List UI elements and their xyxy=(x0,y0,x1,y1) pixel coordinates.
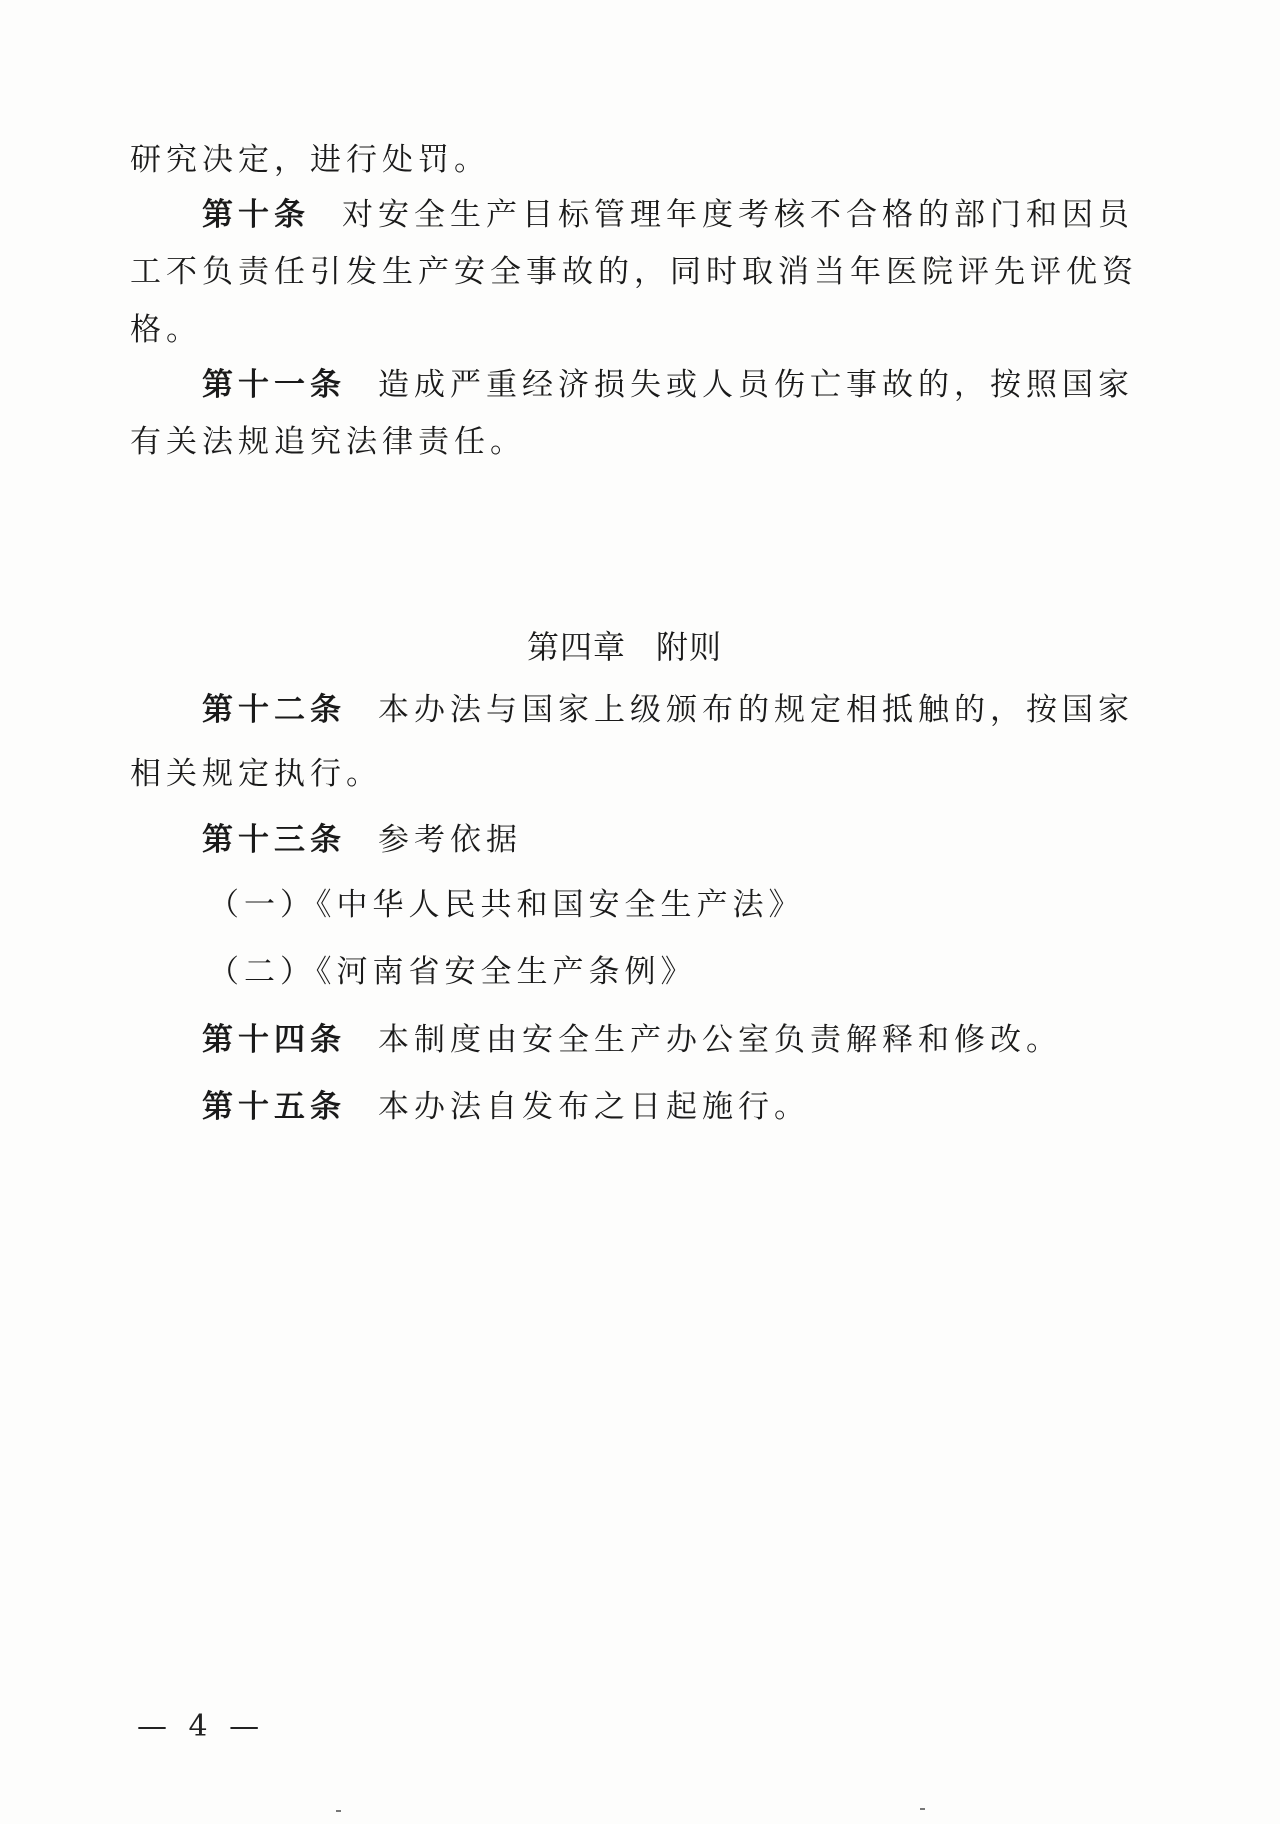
text-line xyxy=(130,310,202,350)
reference-text: （二）《河南省安全生产条例》 xyxy=(208,954,697,990)
text-line xyxy=(130,422,526,462)
line-text: 有关法规追究法律责任。 xyxy=(130,424,526,460)
line-text: 相关规定执行。 xyxy=(130,756,382,792)
chapter-title: 第四章 xyxy=(527,628,627,666)
article-line xyxy=(202,365,1134,405)
article-text: 本办法与国家上级颁布的规定相抵触的，按国家 xyxy=(378,692,1134,728)
text-line xyxy=(130,140,490,180)
article-line xyxy=(202,1020,1062,1060)
text-line xyxy=(130,754,382,794)
article-line xyxy=(202,820,522,860)
reference-item xyxy=(208,952,697,992)
article-line xyxy=(202,690,1134,730)
line-text: 研究决定，进行处罚。 xyxy=(130,142,490,178)
article-text: 本办法自发布之日起施行。 xyxy=(378,1089,810,1125)
article-number: 第十条 xyxy=(202,197,310,233)
scan-speck xyxy=(920,1808,925,1810)
page-number: — 4 — xyxy=(137,1709,266,1744)
line-text: 工不负责任引发生产安全事故的，同时取消当年医院评先评优资 xyxy=(130,254,1138,290)
scan-speck xyxy=(336,1810,341,1812)
text-line xyxy=(130,252,1138,292)
article-text: 参考依据 xyxy=(378,822,522,858)
chapter-heading xyxy=(527,626,1280,668)
article-number: 第十三条 xyxy=(202,822,346,858)
article-number: 第十二条 xyxy=(202,692,346,728)
chapter-subtitle: 附则 xyxy=(656,628,723,666)
line-text: 格。 xyxy=(130,312,202,348)
article-text: 造成严重经济损失或人员伤亡事故的，按照国家 xyxy=(378,367,1134,403)
article-text: 对安全生产目标管理年度考核不合格的部门和因员 xyxy=(342,197,1134,233)
article-number: 第十四条 xyxy=(202,1022,346,1058)
article-text: 本制度由安全生产办公室负责解释和修改。 xyxy=(378,1022,1062,1058)
article-line xyxy=(202,1087,810,1127)
reference-text: （一）《中华人民共和国安全生产法》 xyxy=(208,887,805,923)
article-line xyxy=(202,195,1134,235)
article-number: 第十五条 xyxy=(202,1089,346,1125)
reference-item xyxy=(208,885,805,925)
article-number: 第十一条 xyxy=(202,367,346,403)
